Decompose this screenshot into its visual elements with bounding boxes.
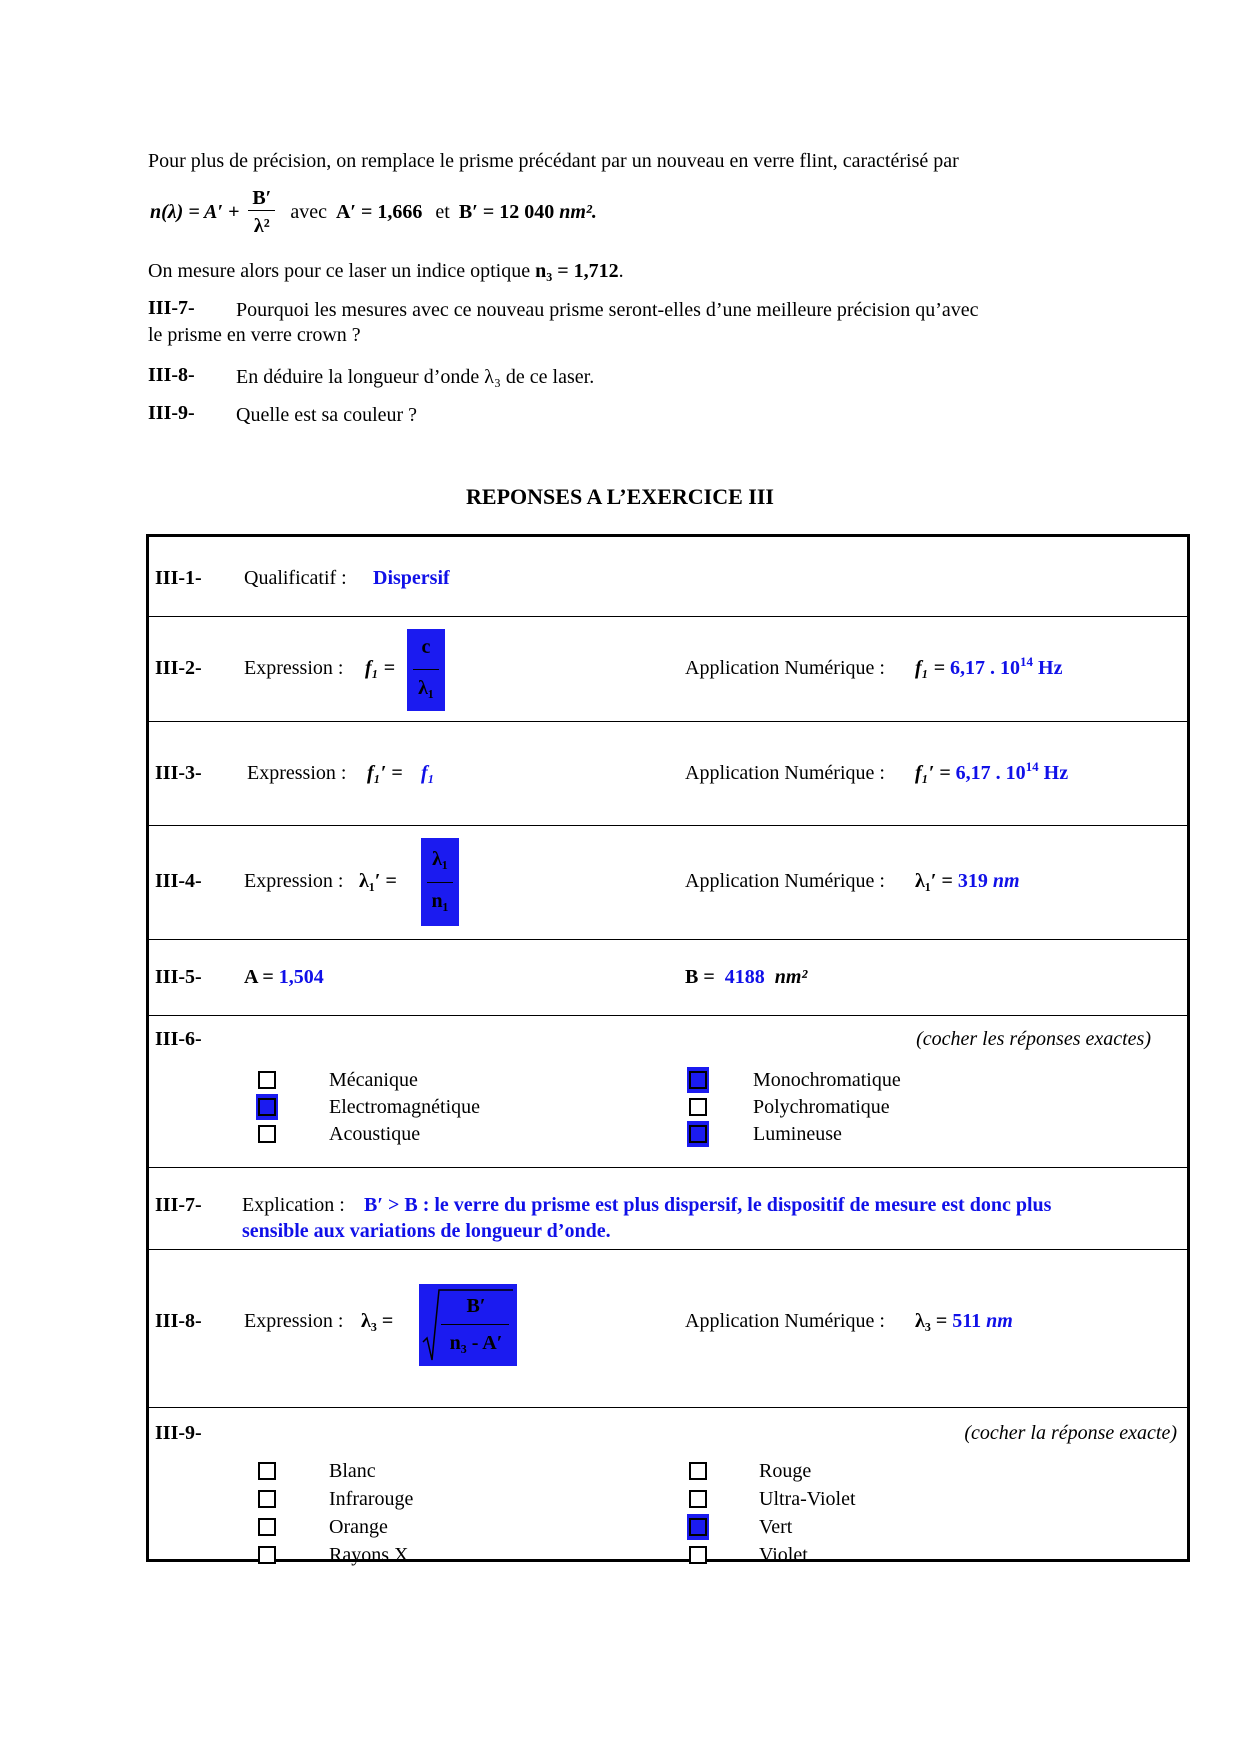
mesure-value: n₃ = 1,712 <box>535 260 619 282</box>
b-value: 4188 <box>724 966 765 988</box>
formula-fraction <box>248 186 275 241</box>
checkbox-label: Lumineuse <box>753 1123 842 1145</box>
answer-row-4 <box>149 826 1187 940</box>
checkbox[interactable] <box>256 1542 278 1568</box>
checkbox-label: Violet <box>759 1544 808 1566</box>
answer-row-5 <box>149 940 1187 1016</box>
app-result <box>915 655 1062 681</box>
answer-label: Qualificatif : <box>244 567 347 589</box>
checkbox-checked[interactable] <box>687 1067 709 1093</box>
checkbox-label: Polychromatique <box>753 1096 890 1118</box>
answers-table <box>146 534 1190 1566</box>
fraction-bar <box>441 1324 509 1325</box>
app-label: Application Numérique : <box>685 1310 885 1332</box>
app-result <box>915 868 1020 894</box>
app-result <box>915 1308 1013 1334</box>
answer-row-2 <box>149 617 1187 722</box>
app-unit: nm <box>986 1310 1013 1332</box>
question-text: En déduire la longueur d’onde λ₃ de ce laser. <box>236 366 595 388</box>
checkbox-label: Orange <box>329 1516 388 1538</box>
checkbox-label: Acoustique <box>329 1123 421 1145</box>
app-label: Application Numérique : <box>685 657 885 679</box>
checkbox[interactable] <box>256 1514 278 1540</box>
formula-box <box>407 629 445 711</box>
a-value: 1,504 <box>278 966 324 988</box>
checkbox-label: Rouge <box>759 1460 812 1482</box>
question-text-cont: le prisme en verre crown ? <box>148 324 361 346</box>
app-value: 6,17 . 10 <box>950 657 1021 679</box>
app-exponent: 14 <box>1025 759 1039 774</box>
answer-number: III-9- <box>155 1422 202 1444</box>
mesure-line <box>148 258 624 284</box>
checkbox-label: Monochromatique <box>753 1069 901 1091</box>
expression-label: Expression : <box>244 1310 344 1332</box>
formula-numerator: B′ <box>466 1295 486 1317</box>
a-result <box>244 964 324 990</box>
question-number: III-8- <box>148 364 195 386</box>
expression-var: λ₁′ = <box>359 870 397 892</box>
checkbox[interactable] <box>687 1458 709 1484</box>
app-unit: Hz <box>1038 657 1063 679</box>
answer-number: III-1- <box>155 567 202 589</box>
expression-var: λ₃ = <box>361 1310 394 1332</box>
checkbox[interactable] <box>256 1067 278 1093</box>
app-exponent: 14 <box>1020 654 1034 669</box>
expression-label: Expression : <box>244 657 344 679</box>
answer-row-9 <box>149 1408 1187 1565</box>
answer-value: Dispersif <box>373 567 450 589</box>
b-result <box>685 964 807 990</box>
expression-var: f₁ = <box>365 657 396 679</box>
b-prime-unit: nm². <box>559 201 597 223</box>
app-var: λ₁′ = <box>915 870 953 892</box>
formula-box <box>419 1284 517 1366</box>
expression-label: Expression : <box>244 870 344 892</box>
b-prime-value: B′ = 12 040 <box>458 201 555 223</box>
formula-numerator: λ₁ <box>432 848 448 870</box>
formula-denominator: λ₁ <box>418 677 434 699</box>
b-unit: nm² <box>774 966 808 988</box>
app-unit: nm <box>992 870 1020 892</box>
formula-lhs: n(λ) = A′ + <box>150 201 240 223</box>
explication-label: Explication : <box>242 1194 345 1216</box>
answer-row-7 <box>149 1168 1187 1250</box>
app-value: 511 <box>952 1310 982 1332</box>
formula-numerator: B′ <box>248 186 275 211</box>
checkbox-label: Infrarouge <box>329 1488 414 1510</box>
answer-row-1 <box>149 537 1187 617</box>
checkbox-label: Blanc <box>329 1460 376 1482</box>
checkbox[interactable] <box>256 1486 278 1512</box>
formula-avec: avec <box>290 201 327 223</box>
app-value: 6,17 . 10 <box>955 762 1026 784</box>
answer-row-3 <box>149 722 1187 826</box>
app-result <box>915 760 1068 786</box>
intro-line: Pour plus de précision, on remplace le prisme précédant par un nouveau en verre flint, caractérisé par <box>148 150 959 172</box>
formula-et: et <box>435 201 450 223</box>
formula-denominator: n₁ <box>431 890 449 912</box>
hint-text: (cocher la réponse exacte) <box>964 1422 1177 1444</box>
checkbox-checked[interactable] <box>687 1514 709 1540</box>
question-text: Quelle est sa couleur ? <box>236 404 418 426</box>
app-label: Application Numérique : <box>685 762 885 784</box>
answer-number: III-8- <box>155 1310 202 1332</box>
checkbox-label: Electromagnétique <box>329 1096 481 1118</box>
checkbox[interactable] <box>687 1094 709 1120</box>
b-label: B = <box>685 966 715 988</box>
expression-value: f₁ <box>421 762 435 784</box>
answer-number: III-6- <box>155 1028 202 1050</box>
formula-denominator: n₃ - A′ <box>449 1332 503 1354</box>
fraction-bar <box>413 669 439 670</box>
checkbox-label: Vert <box>759 1516 793 1538</box>
app-value: 319 <box>957 870 988 892</box>
a-label: A = <box>244 966 274 988</box>
mesure-text: On mesure alors pour ce laser un indice optique <box>148 260 531 282</box>
checkbox-label: Mécanique <box>329 1069 418 1091</box>
a-prime-value: A′ = 1,666 <box>335 201 423 223</box>
explication-line: B′ > B : le verre du prisme est plus dispersif, le dispositif de mesure est donc plus <box>364 1194 1052 1216</box>
expression-var: f₁′ = <box>367 762 403 784</box>
checkbox-label: Ultra-Violet <box>759 1488 856 1510</box>
checkbox-checked[interactable] <box>256 1094 278 1120</box>
fraction-bar <box>427 882 453 883</box>
flint-formula <box>150 181 597 243</box>
app-unit: Hz <box>1043 762 1069 784</box>
checkbox[interactable] <box>256 1121 278 1147</box>
checkbox[interactable] <box>687 1486 709 1512</box>
checkbox[interactable] <box>687 1542 709 1568</box>
expression-label: Expression : <box>247 762 347 784</box>
formula-denominator: λ² <box>253 214 270 237</box>
answer-number: III-2- <box>155 657 202 679</box>
question-text: Pourquoi les mesures avec ce nouveau prisme seront-elles d’une meilleure précision qu’avec <box>236 299 979 321</box>
answer-row-8 <box>149 1250 1187 1408</box>
answer-row-6 <box>149 1016 1187 1168</box>
formula-box <box>421 838 459 926</box>
answer-number: III-7- <box>155 1194 202 1216</box>
formula-numerator: c <box>421 636 431 658</box>
app-var: f₁ = <box>915 657 946 679</box>
app-var: λ₃ = <box>915 1310 948 1332</box>
checkbox-checked[interactable] <box>687 1121 709 1147</box>
answer-number: III-3- <box>155 762 202 784</box>
app-var: f₁′ = <box>915 762 951 784</box>
checkbox[interactable] <box>256 1458 278 1484</box>
hint-text: (cocher les réponses exactes) <box>916 1028 1151 1050</box>
answer-number: III-4- <box>155 870 202 892</box>
answer-number: III-5- <box>155 966 202 988</box>
answers-title: REPONSES A L’EXERCICE III <box>466 484 774 509</box>
mesure-end: . <box>618 260 624 282</box>
checkbox-label: Rayons X <box>329 1544 409 1566</box>
app-label: Application Numérique : <box>685 870 885 892</box>
question-number: III-9- <box>148 402 195 424</box>
question-number: III-7- <box>148 297 195 319</box>
explication-line: sensible aux variations de longueur d’onde. <box>242 1220 611 1242</box>
